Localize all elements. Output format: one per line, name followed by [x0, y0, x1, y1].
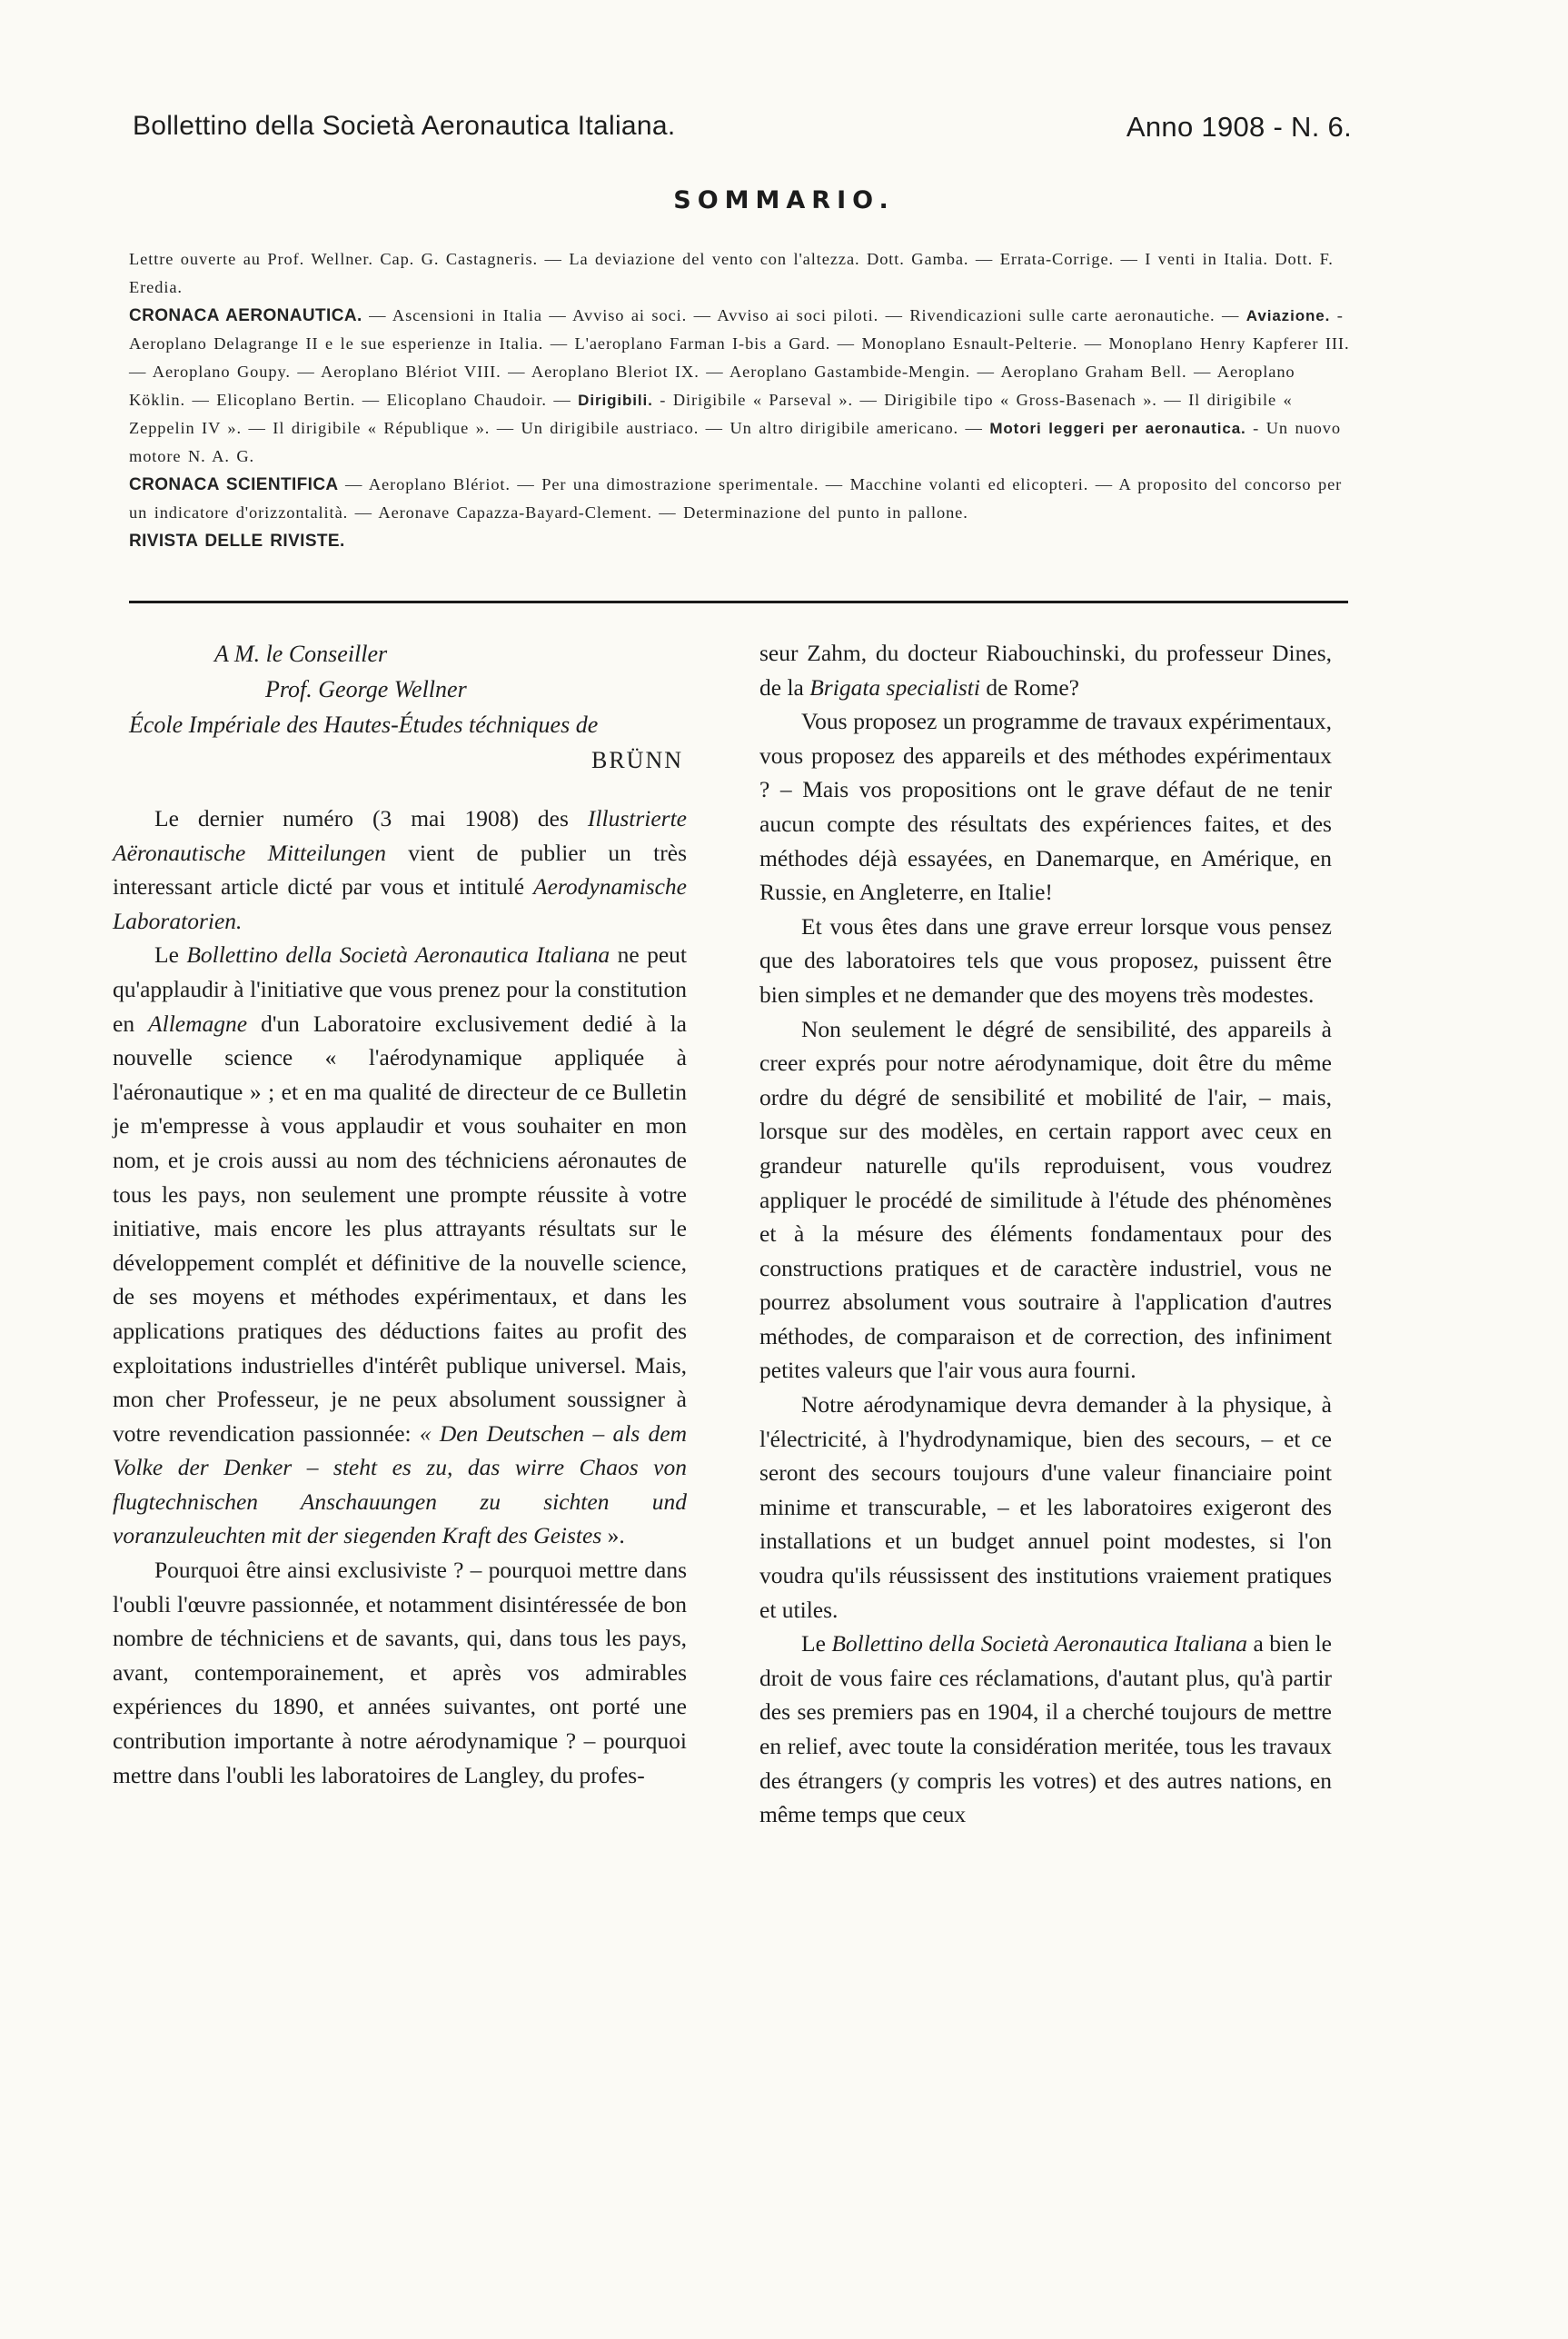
left-column	[113, 636, 687, 1792]
address-line: A M. le Conseiller	[214, 641, 388, 667]
toc-text: - Aeroplano Delagrange II e le sue esperienze in Italia. — L'aeroplano Farman I-bis a Gard. — Monoplano Esnault-Pelterie. — Monoplano Henry Kapferer III. — Aeroplano Goupy. — Aeroplano Blériot VIII. — Aeroplano Bleriot IX. — Aeroplano Gastambide-Mengin. — Aeroplano Graham Bell. — Aeroplano Köklin. — Elicoplano Bertin. — Elicoplano Chaudoir. —	[129, 306, 1350, 409]
italic-title: Bollettino della Società Aeronautica Italiana	[831, 1630, 1248, 1657]
italic-title: Illustrierte Aëronautische Mitteilungen	[113, 805, 687, 866]
text-run: de Rome?	[979, 673, 1079, 701]
address-line: École Impériale des Hautes-Études téchniques de	[129, 712, 599, 738]
address-city: BRÜNN	[590, 747, 683, 773]
address-line: Prof. George Wellner	[265, 676, 467, 702]
paragraph: Notre aérodynamique devra demander à la physique, à l'électricité, à l'hydrodynamique, bien des secours, – et ce seront des secours toujours d'une valeur financiaire point minime et transcurable, – et les laboratoires exigeront des installations et un budget annuel point modestes, si l'on voudra qu'ils réussissent des institutions vraiement pratiques et utiles.	[759, 1391, 1332, 1623]
text-run: a bien le droit de vous faire ces réclamations, d'autant plus, qu'à partir des ses premiers pas en 1904, il a cherché toujours de mettre en relief, avec toute la considération meritée, tous les travaux des étrangers (y compris les votres) et des autres nations, en même temps que ceux	[759, 1630, 1332, 1828]
text-run: seur Zahm, du docteur Riabouchinski, du professeur Dines, de la	[759, 640, 1332, 701]
toc-cronaca-aeronautica	[129, 302, 1354, 471]
toc-intro: Lettre ouverte au Prof. Wellner. Cap. G. Castagneris. — La deviazione del vento con l'altezza. Dott. Gamba. — Errata-Corrige. — I venti in Italia. Dott. F. Eredia.	[129, 250, 1334, 296]
paragraph: Vous proposez un programme de travaux expérimentaux, vous proposez des appareils et des méthodes expérimentaux ? – Mais vos propositions ont le grave défaut de ne tenir aucun compte des résultats des expériences faites, et des méthodes déjà essayées, en Danemarque, en Amérique, en Russie, en Angleterre, en Italie!	[759, 708, 1332, 906]
toc-text: — Ascensioni in Italia — Avviso ai soci. — Avviso ai soci piloti. — Rivendicazioni sulle carte aeronautiche. —	[362, 306, 1246, 324]
toc-subheading: Motori leggeri per aeronautica.	[989, 420, 1246, 437]
issue-number: Anno 1908 - N. 6.	[1126, 111, 1352, 143]
toc-text: - Un nuovo motore N. A. G.	[129, 419, 1341, 465]
paragraph	[759, 1627, 1332, 1832]
italic-title: Aerodynamische Laboratorien.	[113, 873, 687, 934]
toc-section-heading: CRONACA SCIENTIFICA	[129, 475, 339, 494]
section-divider	[129, 601, 1348, 603]
toc-subheading: Dirigibili.	[578, 392, 653, 409]
text-run: Le dernier numéro (3 mai 1908) des	[154, 805, 588, 831]
italic-word: Brigata specialisti	[809, 673, 980, 701]
toc-section-heading: RIVISTA DELLE RIVISTE.	[129, 532, 345, 551]
toc-text: — Aeroplano Blériot. — Per una dimostrazione sperimentale. — Macchine volanti ed elicopteri. — A proposito del concorso per un indicatore d'orizzontalità. — Aeronave Capazza-Bayard-Clement. — Determinazione del punto in pallone.	[129, 475, 1343, 522]
toc-section-heading: CRONACA AERONAUTICA.	[129, 306, 362, 325]
text-run: Le	[801, 1630, 832, 1657]
paragraph: Non seulement le dégré de sensibilité, des appareils à creer exprés pour notre aérodynamique, doit être du même ordre du dégré de sensibilité et mobilité de l'air, – mais, lorsque sur des modèles, en certain rapport avec ceux en grandeur naturelle qu'ils reproduisent, vous voudrez appliquer le procédé de similitude à l'étude des phénomènes et à la mésure des éléments fondamentaux pour des constructions pratiques et de caractère industriel, vous ne pourrez absolument vous soutraire à l'application d'autres méthodes, de comparaison et de correction, des infiniment petites valeurs que l'air vous aura fourni.	[759, 1015, 1332, 1384]
toc-cronaca-scientifica	[129, 471, 1354, 527]
paragraph	[113, 801, 687, 938]
table-of-contents	[129, 245, 1354, 555]
paragraph-continued	[759, 636, 1332, 704]
text-run: ».	[601, 1522, 625, 1549]
text-run: ne peut qu'applaudir à l'initiative que vous prenez pour la constitution en	[113, 941, 687, 1037]
right-column	[759, 636, 1332, 1832]
text-run: Le	[154, 941, 187, 969]
journal-title: Bollettino della Società Aeronautica Italiana.	[133, 111, 676, 141]
toc-subheading: Aviazione.	[1245, 307, 1331, 324]
text-run: d'un Laboratoire exclusivement dedié à la nouvelle science « l'aérodynamique appliquée à l'aéronautique » ; et en ma qualité de directeur de ce Bulletin je m'empresse à vous applaudir et vous souhaiter en mon nom, et je crois aussi au nom des téchniciens aéronautes de tous les pays, non seulement une prompte réussite à votre initiative, mais encore les plus attrayants résultats sur le développement complét et définitive de la nouvelle science, de ses moyens et méthodes expérimentaux, et dans les applications pratiques des déductions faites au profit des exploitations industrielles d'intérêt publique universel. Mais, mon cher Professeur, je ne peux absolument soussigner à votre revendication passionnée:	[113, 1010, 687, 1447]
letter-address	[113, 636, 687, 778]
toc-rivista	[129, 527, 1354, 555]
sommario-heading: SOMMARIO.	[673, 186, 895, 214]
paragraph	[113, 938, 687, 1553]
italic-title: Bollettino della Società Aeronautica Italiana	[186, 941, 610, 969]
paragraph: Pourquoi être ainsi exclusiviste ? – pourquoi mettre dans l'oubli l'œuvre passionnée, et notamment disintéressée de bon nombre de téchniciens et de savants, qui, dans tous les pays, avant, contemporainement, et après vos admirables expériences du 1890, et années suivantes, ont porté une contribution importante à notre aérodynamique ? – pourquoi mettre dans l'oubli les laboratoires de Langley, du profes-	[113, 1557, 687, 1788]
italic-word: Allemagne	[148, 1010, 248, 1037]
toc-text: - Dirigibile « Parseval ». — Dirigibile tipo « Gross-Basenach ». — Il dirigibile « Zeppelin IV ». — Il dirigibile « République ». — Un dirigibile austriaco. — Un altro dirigibile americano. —	[129, 391, 1293, 437]
german-quote: « Den Deutschen – als dem Volke der Denker – steht es zu, das wirre Chaos von flugtechnischen Anschauungen zu sichten und voranzuleuchten mit der siegenden Kraft des Geistes	[113, 1419, 687, 1549]
text-run: vient de publier un très interessant article dicté par vous et intitulé	[113, 839, 688, 901]
paragraph: Et vous êtes dans une grave erreur lorsque vous pensez que des laboratoires tels que vous proposez, puissent être bien simples et ne demander que des moyens très modestes.	[759, 912, 1332, 1008]
